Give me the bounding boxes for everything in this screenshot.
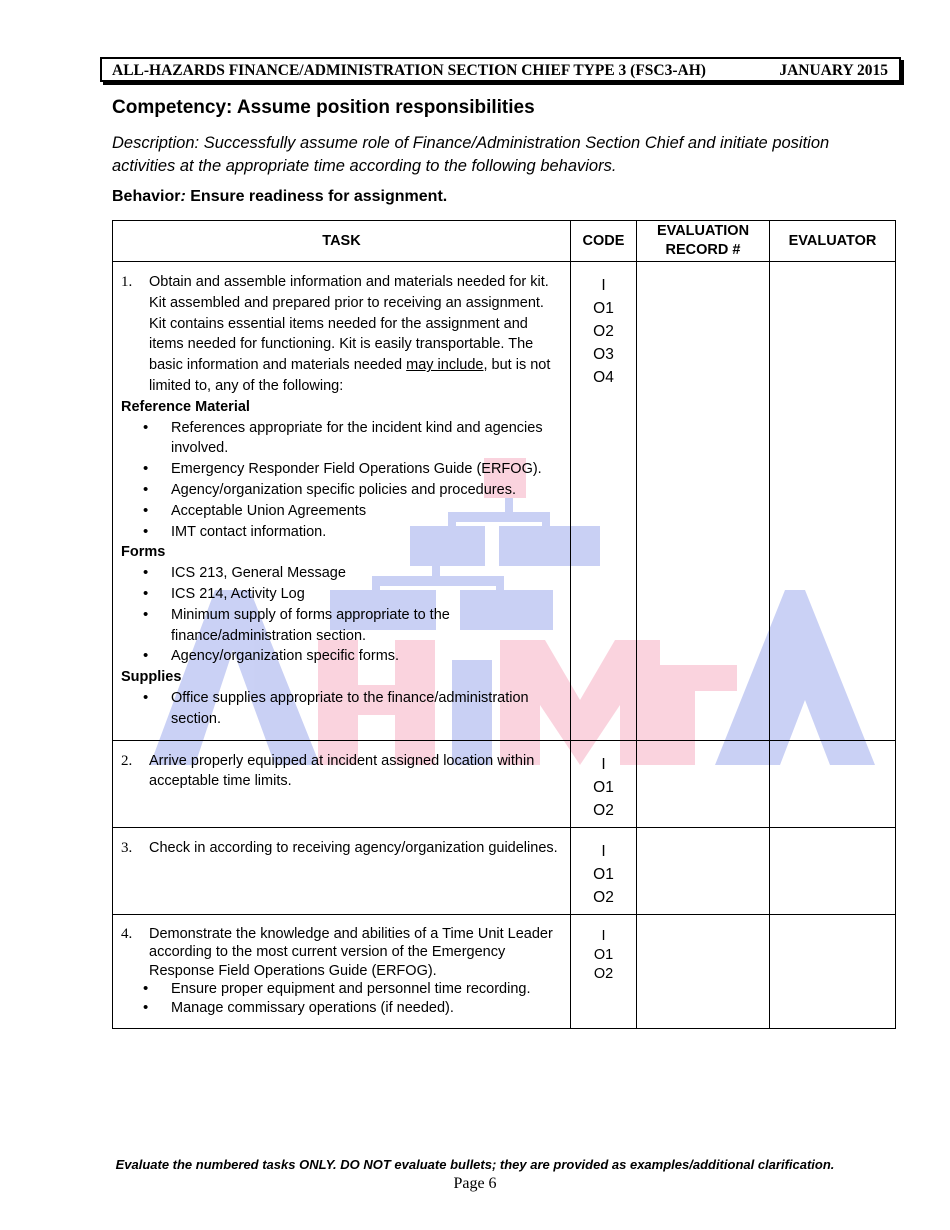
code-value: I (601, 277, 606, 294)
bullet-item: • Minimum supply of forms appropriate to the finance/administration section. (121, 605, 562, 647)
task-number: 4. (121, 925, 133, 942)
code-value: O4 (593, 369, 614, 386)
bullet-item: • Emergency Responder Field Operations Guide (ERFOG). (121, 459, 562, 480)
task-number: 1. (121, 274, 133, 290)
bullet-list (121, 418, 562, 543)
code-value: I (601, 842, 606, 860)
task-number: 3. (121, 839, 133, 856)
code-value: O1 (593, 300, 614, 317)
task-cell (113, 914, 571, 1028)
evaluator-cell[interactable] (770, 262, 896, 741)
behavior-heading (112, 188, 447, 206)
page-number: Page 6 (453, 1175, 497, 1192)
section-heading: Forms (121, 544, 166, 561)
code-cell (571, 262, 637, 741)
code-value: I (601, 755, 606, 773)
task-text: Check in according to receiving agency/organization guidelines. (149, 839, 558, 856)
section-heading: Supplies (121, 669, 182, 686)
code-value: O2 (593, 801, 614, 819)
task-number: 2. (121, 752, 133, 769)
document-title: ALL-HAZARDS FINANCE/ADMINISTRATION SECTION CHIEF TYPE 3 (FSC3-AH) (112, 62, 706, 79)
task-text-part: , but is not limited to, any of the following: (149, 357, 551, 394)
header-record-line1: EVALUATION (656, 223, 750, 239)
code-cell (571, 914, 637, 1028)
code-cell (571, 827, 637, 914)
evaluation-record-cell[interactable] (637, 262, 770, 741)
bullet-item: • ICS 213, General Message (121, 563, 562, 584)
task-text: Demonstrate the knowledge and abilities of a Time Unit Leader according to the most current version of the Emergency Response Field Operations Guide (ERFOG). (149, 925, 553, 979)
document-header (100, 57, 901, 82)
task-text-underlined: may include (406, 357, 484, 374)
code-value: O1 (593, 946, 614, 963)
table-row (113, 740, 896, 827)
bullet-item: • References appropriate for the incident kind and agencies involved. (121, 418, 562, 460)
bullet-item: • Agency/organization specific forms. (121, 646, 562, 667)
bullet-item: • IMT contact information. (121, 522, 562, 543)
header-code: CODE (571, 221, 637, 262)
evaluator-cell[interactable] (770, 827, 896, 914)
bullet-item: • Office supplies appropriate to the finance/administration section. (121, 688, 562, 730)
competency-description: Description: Successfully assume role of Finance/Administration Section Chief and initiate position activities at the appropriate time according to the following behaviors. (112, 134, 830, 175)
header-evaluation-record (637, 221, 770, 262)
table-row (113, 914, 896, 1028)
code-cell (571, 740, 637, 827)
header-task: TASK (113, 221, 571, 262)
bullet-item: • Acceptable Union Agreements (121, 501, 562, 522)
task-cell (113, 827, 571, 914)
bullet-item: • Manage commissary operations (if needed). (121, 999, 562, 1018)
code-value: I (601, 927, 606, 944)
competency-title: Competency: Assume position responsibilities (112, 97, 535, 118)
header-record-line2: RECORD # (665, 242, 741, 258)
task-text (149, 272, 562, 397)
code-value: O2 (593, 965, 614, 982)
header-evaluator: EVALUATOR (770, 221, 896, 262)
footer-note: Evaluate the numbered tasks ONLY. DO NOT evaluate bullets; they are provided as examples/additional clarification. (115, 1157, 835, 1172)
bullet-item: • Ensure proper equipment and personnel time recording. (121, 980, 562, 999)
task-cell (113, 740, 571, 827)
document-date: JANUARY 2015 (779, 62, 888, 79)
task-text-part: Obtain and assemble information and materials needed for kit. Kit assembled and prepared prior to receiving an assignment. Kit contains essential items needed for the assignment and items needed for functioning. Kit is easily transportable. The basic information and materials needed (149, 274, 549, 374)
evaluation-record-cell[interactable] (637, 914, 770, 1028)
behavior-colon: : (180, 188, 186, 205)
evaluation-record-cell[interactable] (637, 827, 770, 914)
evaluation-record-cell[interactable] (637, 740, 770, 827)
task-cell (113, 262, 571, 741)
section-heading: Reference Material (121, 398, 250, 415)
evaluator-cell[interactable] (770, 914, 896, 1028)
bullet-item: • Agency/organization specific policies and procedures. (121, 480, 562, 501)
table-row (113, 262, 896, 741)
code-value: O3 (593, 346, 614, 363)
behavior-label: Behavior (112, 188, 181, 205)
bullet-list (121, 980, 562, 1017)
evaluator-cell[interactable] (770, 740, 896, 827)
table-row (113, 827, 896, 914)
bullet-item: • ICS 214, Activity Log (121, 584, 562, 605)
table-header-row (113, 221, 896, 262)
code-value: O2 (593, 888, 614, 906)
bullet-list (121, 688, 562, 730)
code-value: O1 (593, 865, 614, 883)
behavior-text: Ensure readiness for assignment. (185, 188, 448, 205)
code-value: O2 (593, 323, 614, 340)
task-text: Arrive properly equipped at incident assigned location within acceptable time limits. (149, 752, 535, 790)
code-value: O1 (593, 778, 614, 796)
bullet-list (121, 563, 562, 667)
evaluation-table (112, 220, 896, 1029)
